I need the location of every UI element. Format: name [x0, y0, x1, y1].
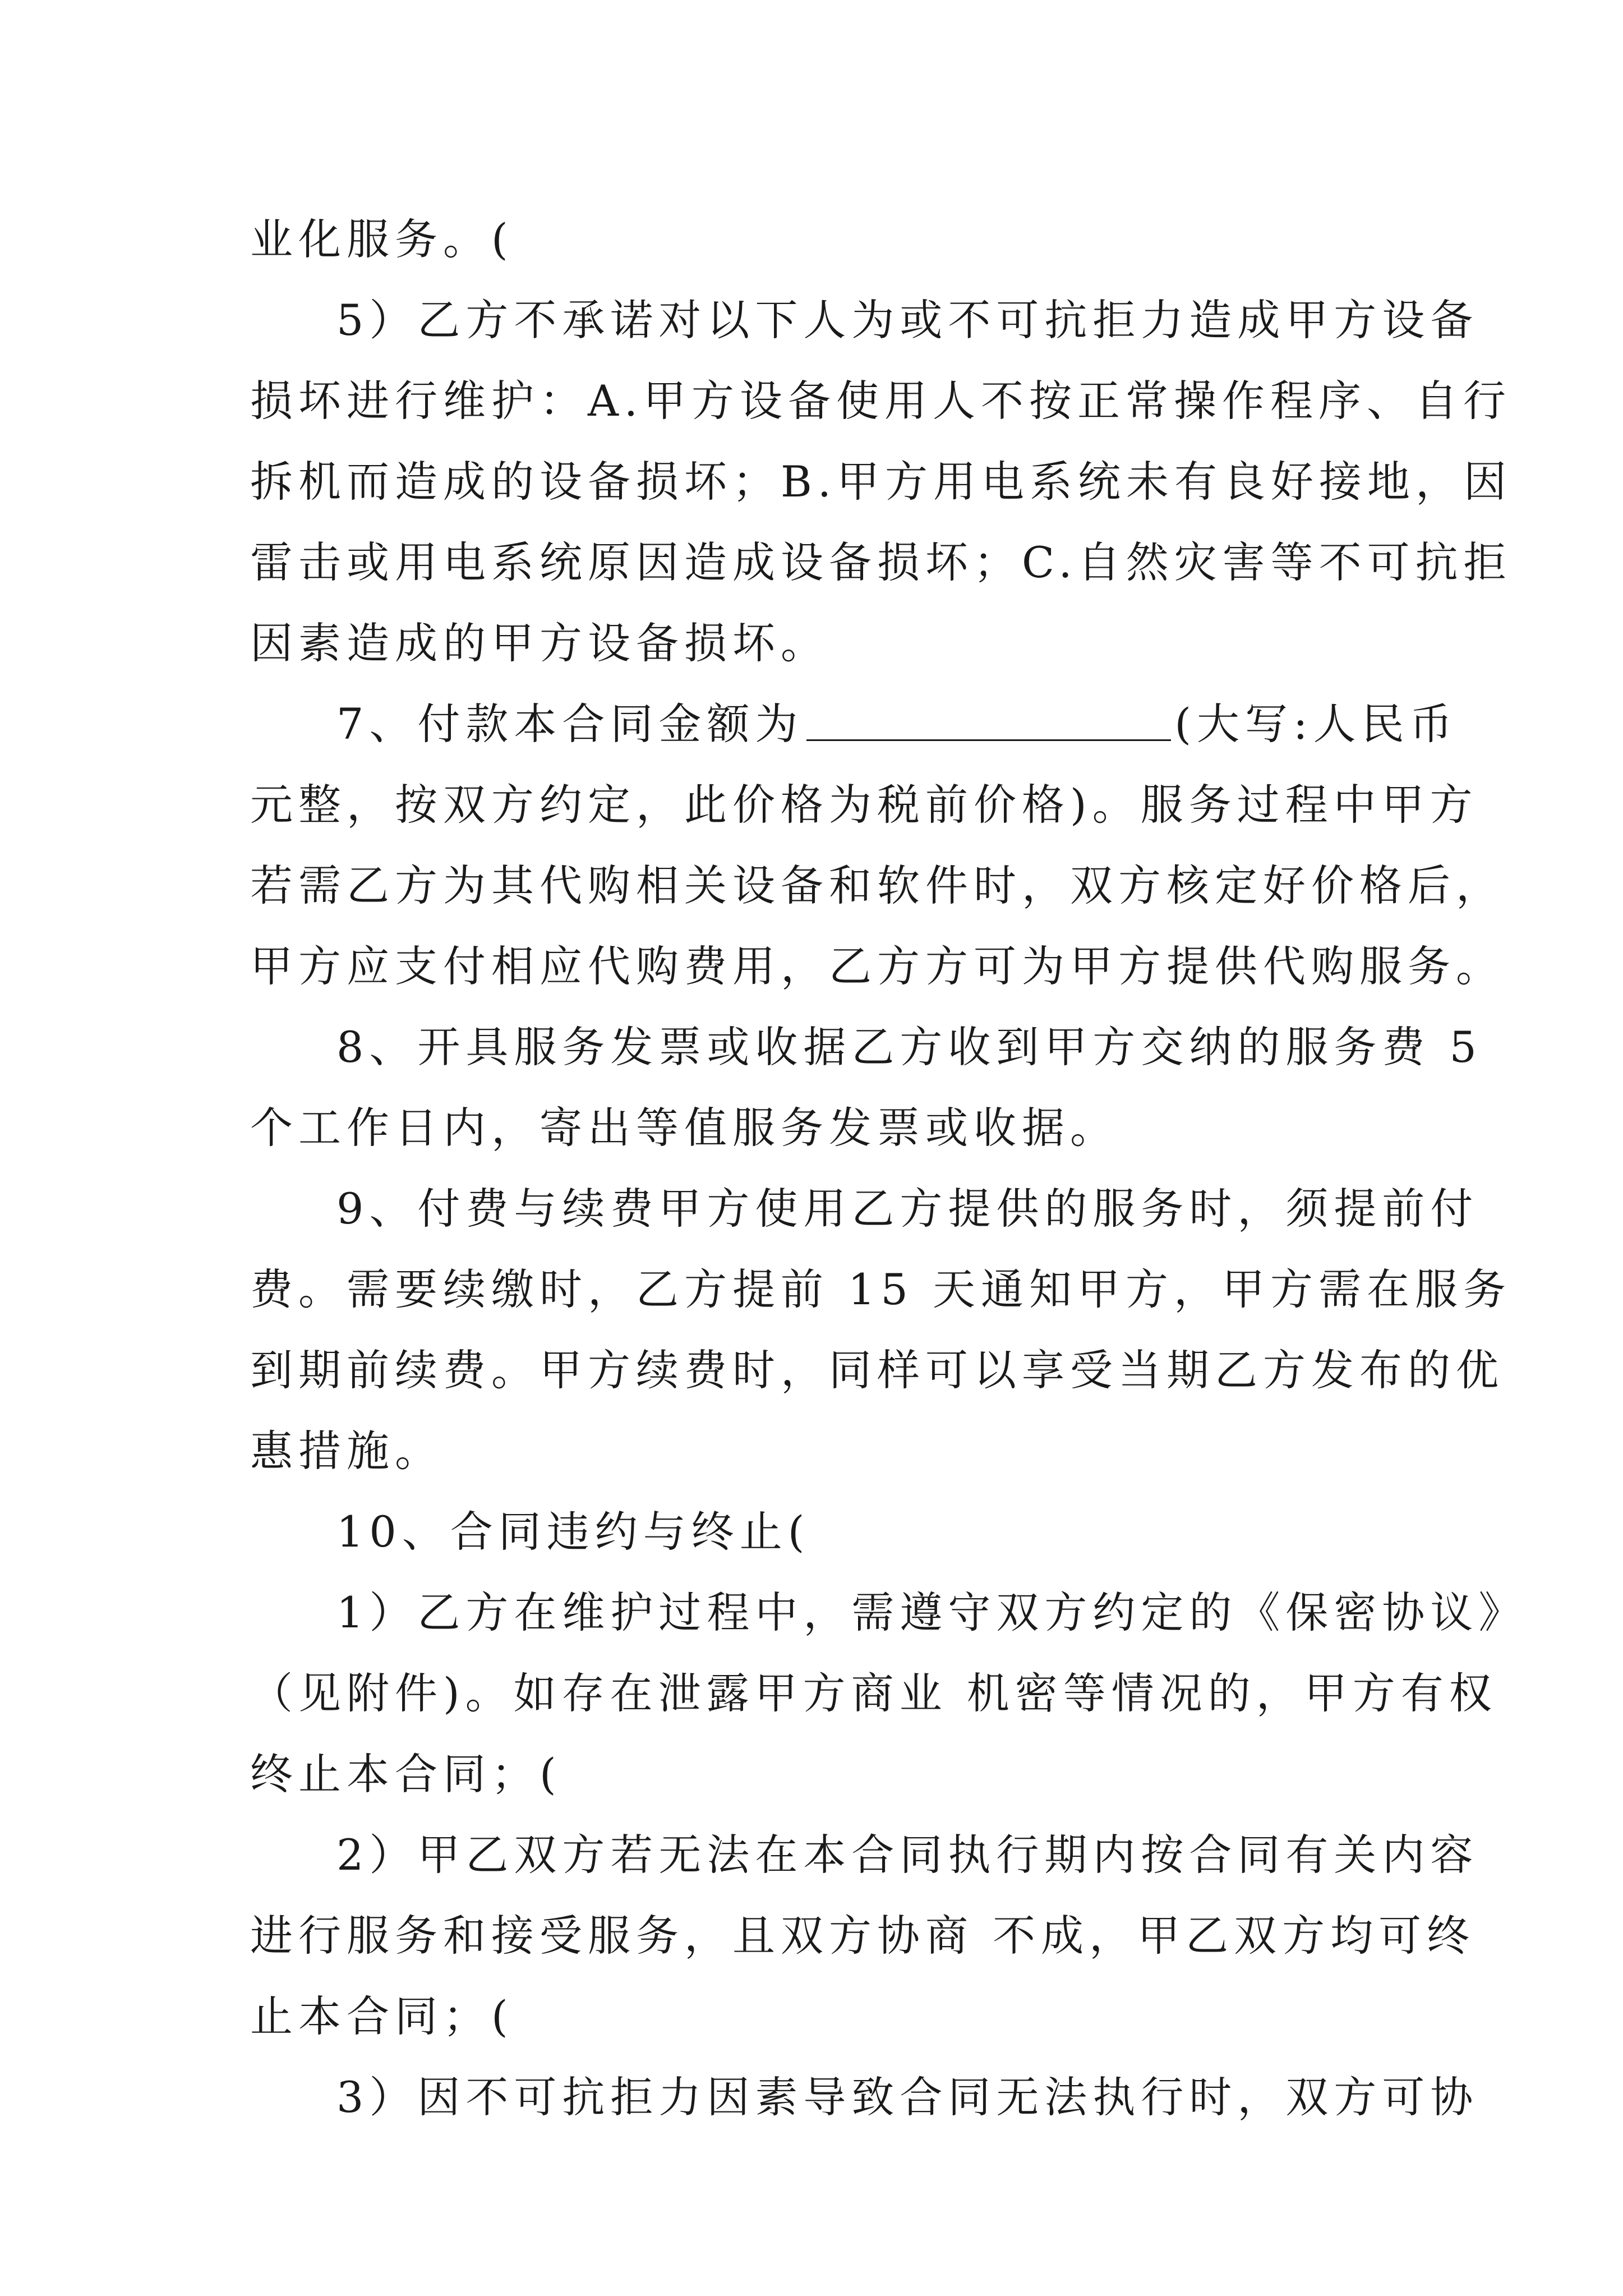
text-line: 止本合同；( [250, 1991, 514, 2041]
text-line: 进行服务和接受服务，且双方协商 不成，甲乙双方均可终 [250, 1911, 1476, 1961]
text-line: 因素造成的甲方设备损坏。 [250, 618, 829, 668]
text-line: 业化服务。( [250, 214, 514, 264]
text-line: 费。需要续缴时，乙方提前 15 天通知甲方，甲方需在服务 [250, 1264, 1512, 1314]
uppercase-amount-label: (大写:人民币 [1174, 699, 1458, 749]
text-line: （见附件)。如存在泄露甲方商业 机密等情况的，甲方有权 [250, 1668, 1497, 1718]
text-line: 到期前续费。甲方续费时，同样可以享受当期乙方发布的优 [250, 1345, 1504, 1395]
text-line: 若需乙方为其代购相关设备和软件时，双方核定好价格后， [250, 861, 1504, 910]
clause-10-heading: 10、合同违约与终止( [336, 1507, 810, 1557]
text-line: 损坏进行维护：A.甲方设备使用人不按正常操作程序、自行 [250, 376, 1512, 426]
amount-blank-underline [806, 693, 1171, 741]
text-line: 拆机而造成的设备损坏；B.甲方用电系统未有良好接地，因 [250, 457, 1513, 507]
clause-8-line: 8、开具服务发票或收据乙方收到甲方交纳的服务费 5 [336, 1022, 1482, 1072]
text-line: 终止本合同；( [250, 1749, 562, 1799]
clause-10-3-line: 3）因不可抗拒力因素导致合同无法执行时，双方可协 [336, 2072, 1479, 2122]
clause-5-line: 5）乙方不承诺对以下人为或不可抗拒力造成甲方设备 [336, 295, 1479, 345]
clause-7-line [336, 693, 1458, 755]
text-line: 个工作日内，寄出等值服务发票或收据。 [250, 1103, 1118, 1153]
text-line: 惠措施。 [250, 1426, 443, 1476]
clause-9-line: 9、付费与续费甲方使用乙方提供的服务时，须提前付 [336, 1184, 1479, 1234]
text-line: 雷击或用电系统原因造成设备损坏；C.自然灾害等不可抗拒 [250, 537, 1512, 587]
text-line: 甲方应支付相应代购费用，乙方方可为甲方提供代购服务。 [250, 941, 1504, 991]
clause-10-1-line: 1）乙方在维护过程中，需遵守双方约定的《保密协议》 [336, 1588, 1527, 1637]
text-line: 元整，按双方约定，此价格为税前价格)。服务过程中甲方 [250, 780, 1478, 830]
clause-10-2-line: 2）甲乙双方若无法在本合同执行期内按合同有关内容 [336, 1830, 1479, 1880]
payment-amount-label: 7、付款本合同金额为 [336, 699, 804, 749]
